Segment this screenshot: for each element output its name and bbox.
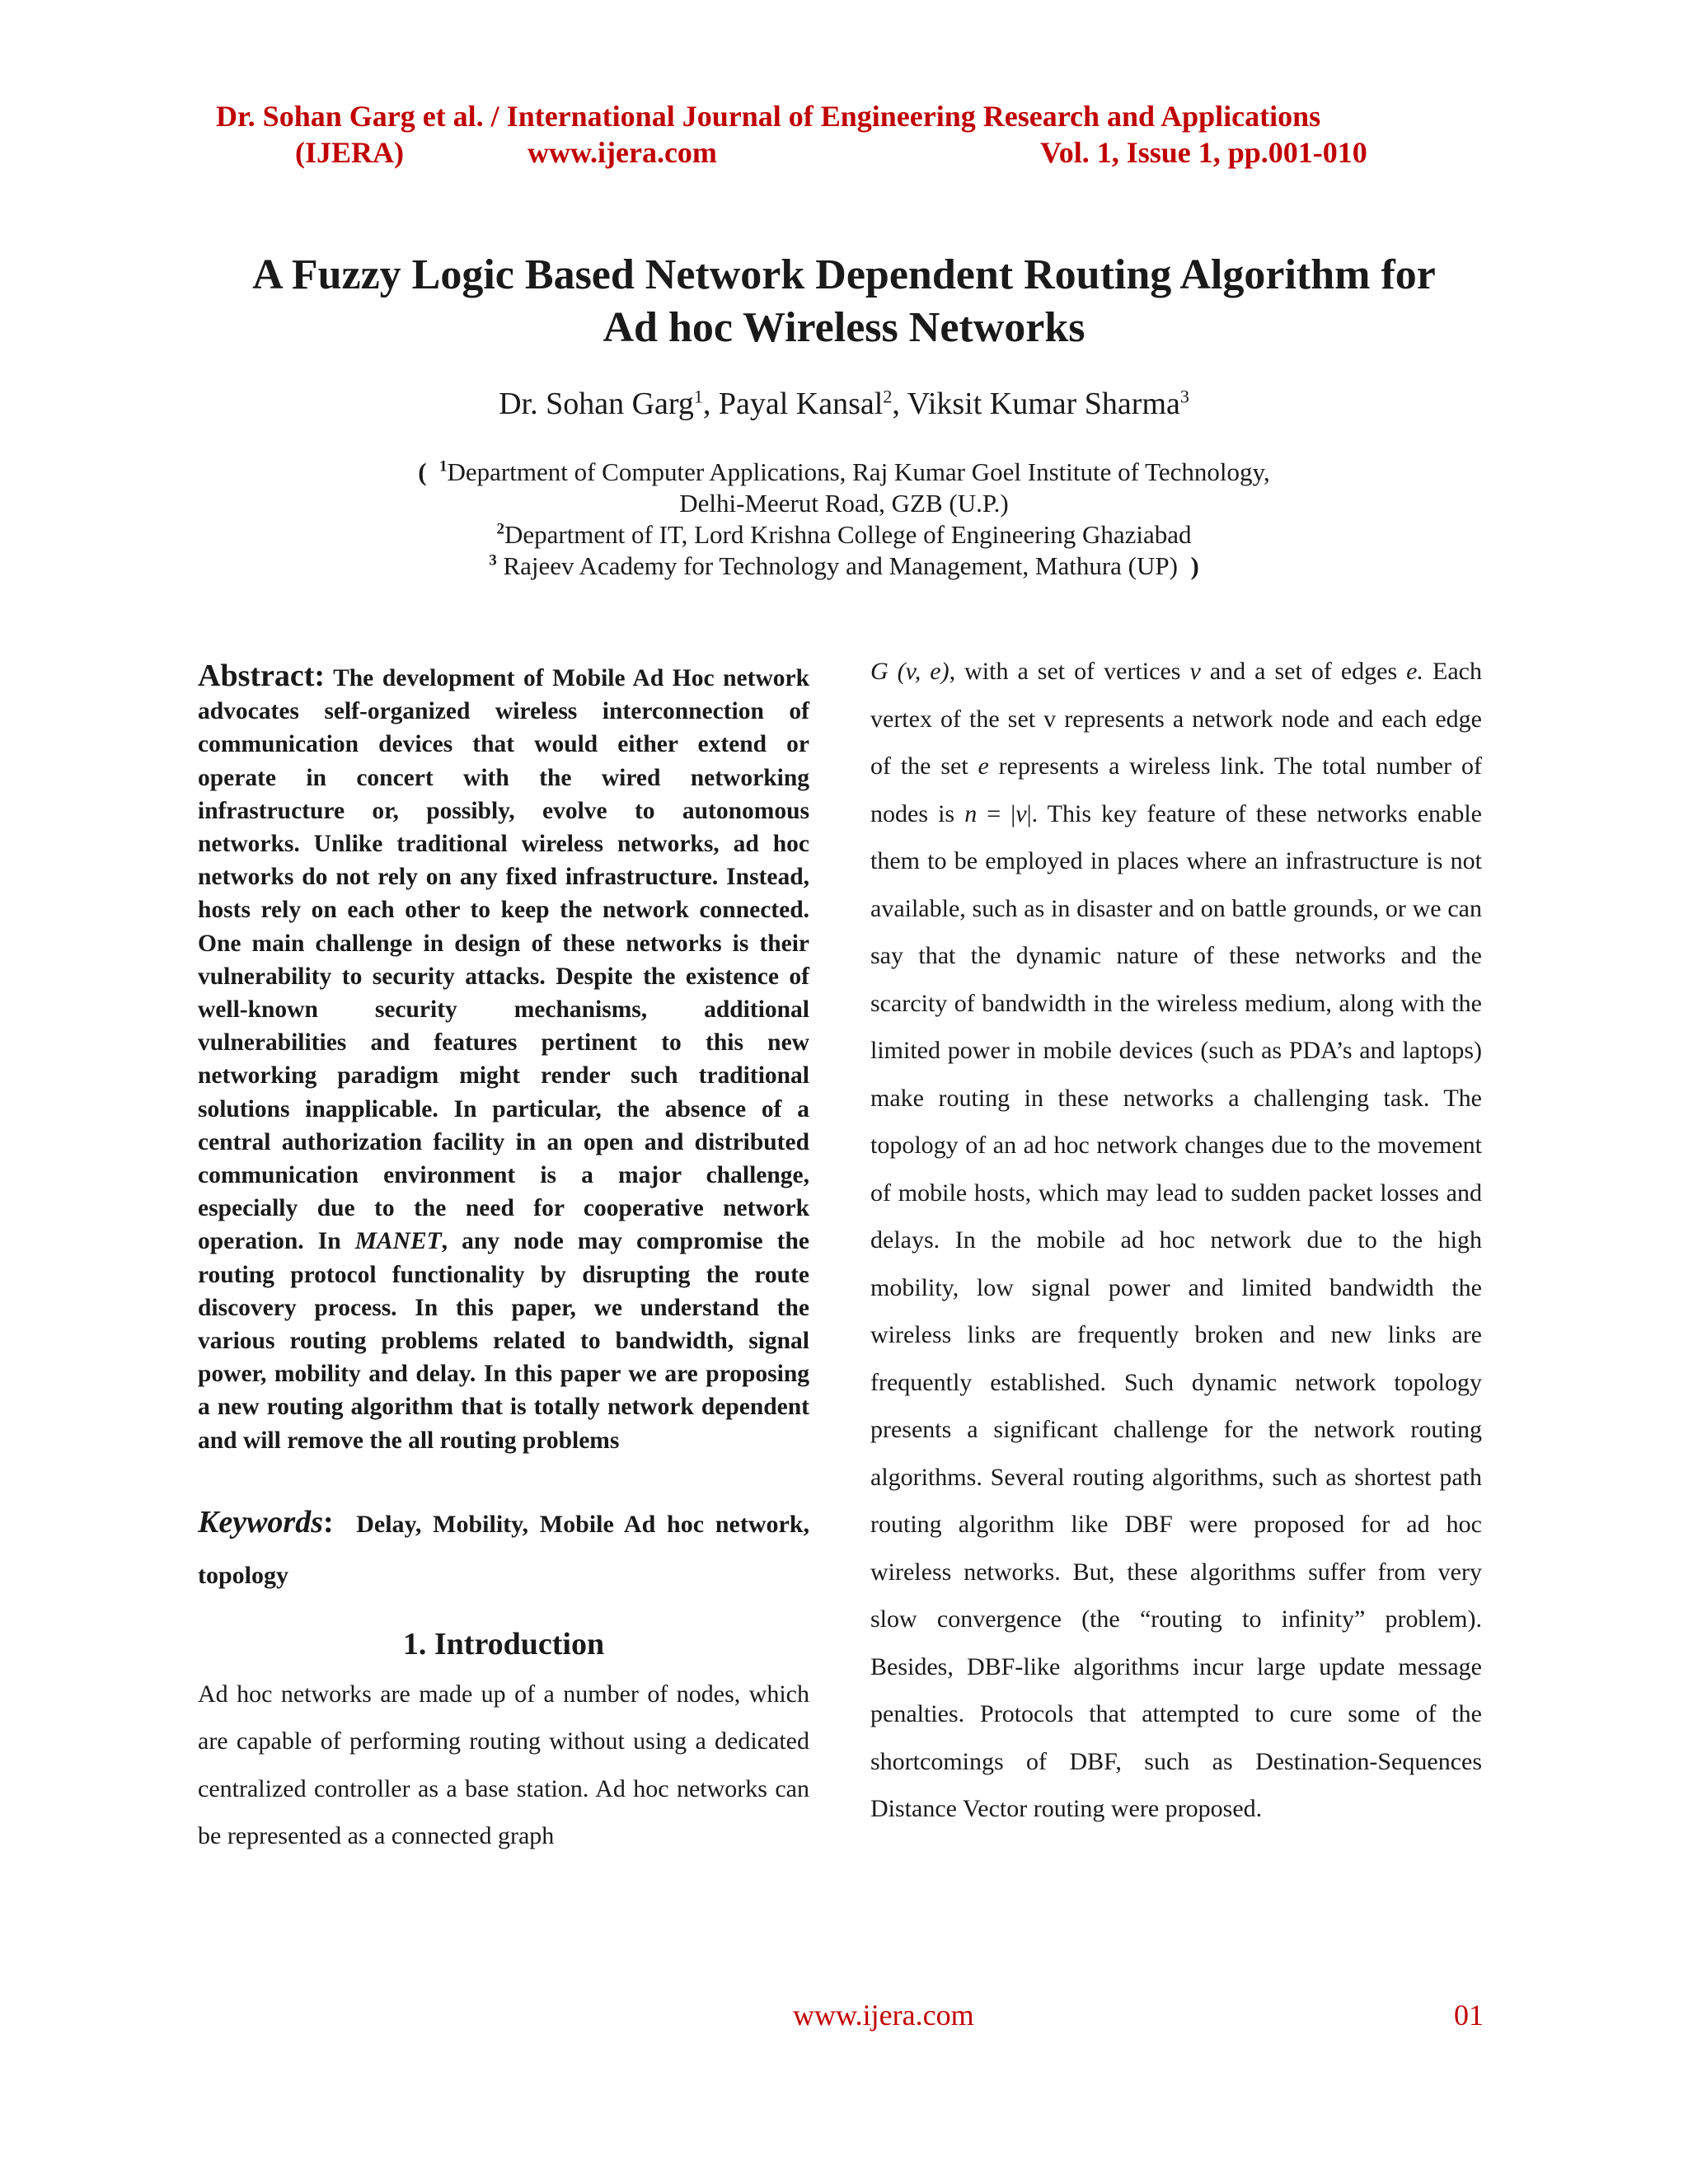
affil-open-paren: ( [418, 457, 427, 486]
keywords-text: Delay, Mobility, Mobile Ad hoc network, topology [198, 1510, 809, 1589]
affil-1-sup: 1 [439, 457, 448, 476]
author-2: Payal Kansal [718, 387, 884, 421]
affil-2-sup: 2 [496, 520, 504, 538]
author-2-sup: 2 [883, 386, 893, 407]
right-column [870, 659, 1482, 1833]
affil-3-text: Rajeev Academy for Technology and Management, Mathura (UP) [496, 551, 1178, 580]
affil-close-paren: ) [1190, 551, 1199, 580]
affiliation-1 [0, 457, 1688, 488]
affiliations [0, 457, 1688, 582]
abstract-text-b: , any node may compromise the routing protocol functionality by disrupting the route discovery process. In this paper, we understand the various routing problems related to bandwidth, signal power, mobility and delay. In this paper we are proposing a new routing algorithm that is totally network dependent and will remove the all routing problems [198, 1228, 809, 1454]
intro-paragraph-right [870, 648, 1482, 1833]
keywords [198, 1497, 809, 1601]
rc-text-4: represents a wireless link. The total number of nodes is [870, 752, 1483, 827]
rc-text-1: , with a set of vertices [949, 658, 1190, 685]
page-number: 01 [1454, 1999, 1484, 2032]
author-3: Viksit Kumar Sharma [907, 387, 1180, 421]
left-column [198, 659, 809, 1860]
header-website: www.ijera.com [528, 136, 717, 169]
keywords-colon: : [323, 1504, 334, 1540]
abstract-manet: MANET [354, 1228, 442, 1255]
rc-var-n: n [964, 799, 978, 827]
graph-notation: G (v, e) [870, 658, 950, 685]
rc-var-v: v [1189, 658, 1201, 685]
section-1-heading: 1. Introduction [402, 1626, 605, 1661]
author-1-sup: 1 [693, 386, 703, 407]
abstract-label: Abstract: [198, 658, 326, 693]
author-3-sup: 3 [1179, 386, 1189, 407]
keywords-label: Keywords [198, 1504, 323, 1540]
header-volume: Vol. 1, Issue 1, pp.001-010 [1040, 136, 1367, 169]
rc-text-5: = | [977, 799, 1016, 827]
rc-var-e: e. [1406, 658, 1423, 685]
abstract-text-a: The development of Mobile Ad Hoc network advocates self-organized wireless interconnection of communication devices that would either extend or operate in concert with the wired networking infrastructure or, possibly, evolve to autonomous networks. Unlike traditional wireless networks, ad hoc networks do not rely on any fixed infrastructure. Instead, hosts rely on each other to keep the network connected. One main challenge in design of these networks is their vulnerability to security attacks. Despite the existence of well-known security mechanisms, additional vulnerabilities and features pertinent to this new networking paradigm might render such traditional solutions inapplicable. In particular, the absence of a central authorization facility in an open and distributed communication environment is a major challenge, especially due to the need for cooperative network operation. In [198, 665, 809, 1255]
affiliation-2 [0, 519, 1688, 551]
rc-text-2: and a set of edges [1200, 658, 1407, 685]
running-header-line1: Dr. Sohan Garg et al. / International Journal of Engineering Research and Applications [216, 100, 1321, 133]
affil-3-sup: 3 [489, 551, 497, 569]
rc-var-v2: v [1015, 799, 1027, 827]
rc-text-6: |. This key feature of these networks enable them to be employed in places where an infrastructure is not available, such as in disaster and on battle grounds, or we can say that the dynamic nature of these networks and the scarcity of bandwidth in the wireless medium, along with the limited power in mobile devices (such as PDA’s and laptops) make routing in these networks a challenging task. The topology of an ad hoc network changes due to the movement of mobile hosts, which may lead to sudden packet losses and delays. In the mobile ad hoc network due to the high mobility, low signal power and limited bandwidth the wireless links are frequently broken and new links are frequently established. Such dynamic network topology presents a significant challenge for the network routing algorithms. Several routing algorithms, such as shortest path routing algorithm like DBF were proposed for ad hoc wireless networks. But, these algorithms suffer from very slow convergence (the “routing to infinity” problem). Besides, DBF-like algorithms incur large update message penalties. Protocols that attempted to cure some of the shortcomings of DBF, such as Destination-Sequences Distance Vector routing were proposed. [870, 799, 1483, 1822]
affiliation-3 [0, 551, 1688, 582]
paper-title-line2: Ad hoc Wireless Networks [603, 304, 1085, 351]
journal-abbreviation: (IJERA) [295, 136, 404, 169]
author-list: Dr. Sohan Garg$^1$, Payal Kansal$^2$, Viksit Kumar Sharma$^3$ [499, 386, 1189, 421]
footer-website-link[interactable]: www.ijera.com [793, 1999, 974, 2032]
affil-2-text: Department of IT, Lord Krishna College of Engineering Ghaziabad [504, 520, 1192, 549]
affil-1-text: Department of Computer Applications, Raj Kumar Goel Institute of Technology, [447, 457, 1270, 486]
intro-paragraph-left: Ad hoc networks are made up of a number of nodes, which are capable of performing routing without using a dedicated centralized controller as a base station. Ad hoc networks can be represented as a connected graph [198, 1680, 809, 1850]
paper-title-line1: A Fuzzy Logic Based Network Dependent Routing Algorithm for [252, 251, 1436, 298]
abstract [198, 659, 809, 1457]
affiliation-1b: Delhi-Meerut Road, GZB (U.P.) [679, 489, 1009, 518]
author-1: Dr. Sohan Garg [499, 387, 694, 421]
rc-text-3: Each vertex of the set v represents a network node and each edge of the set [870, 658, 1482, 780]
rc-var-e2: e [978, 752, 989, 780]
